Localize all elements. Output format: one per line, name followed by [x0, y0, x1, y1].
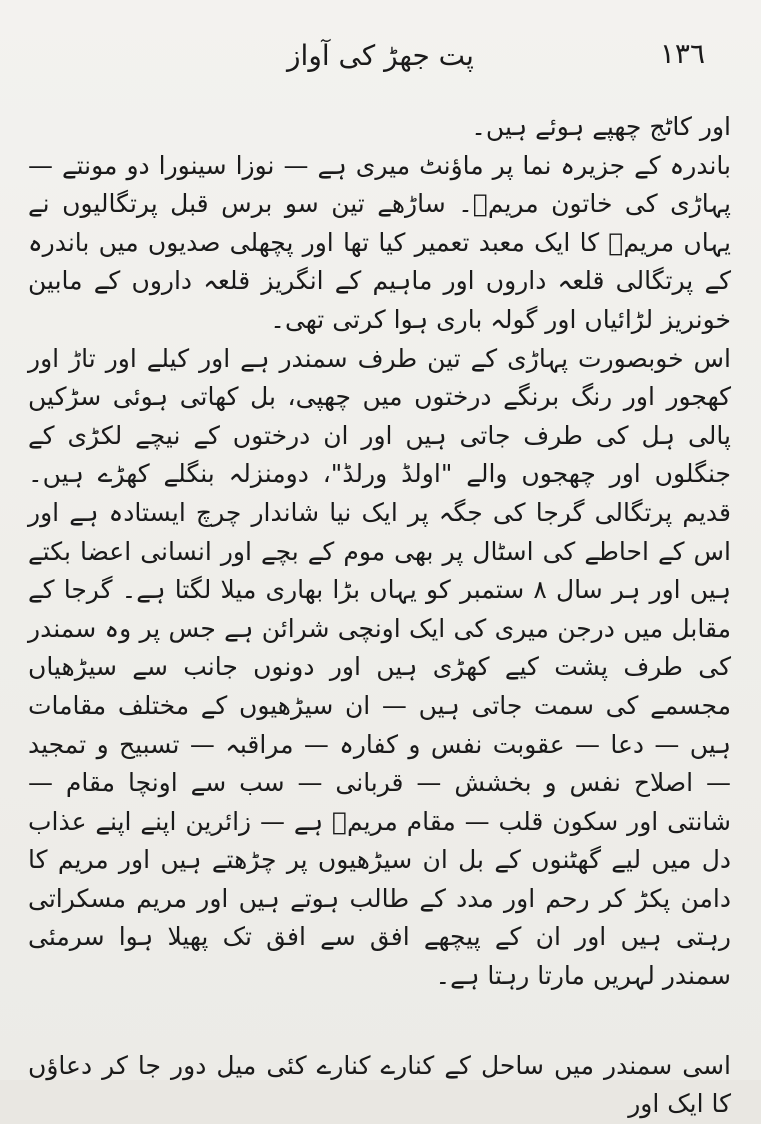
paragraph-hill-description: اس خوبصورت پہاڑی کے تین طرف سمندر ہے اور کیلے اور تاڑ اور کھجور اور رنگ برنگے درختوں میں چھپی، بل کھاتی ہوئی سڑکیں پالی ہل کی طرف جاتی ہیں اور ان درختوں کے نیچے لکڑی کے جنگلوں اور چھجوں والے "اولڈ ورلڈ"، دومنزلہ بنگلے کھڑے ہیں۔ قدیم پرتگالی گرجا کی جگہ پر ایک نیا شاندار چرچ ایستادہ ہے اور اس کے احاطے کی اسٹال پر بھی موم کے بچے اور انسانی اعضا بکتے ہیں اور ہر سال ۸ ستمبر کو یہاں بڑا بھاری میلا لگتا ہے۔ گرجا کے مقابل میں درجن میری کی ایک اونچی شرائن ہے جس پر وہ سمندر کی طرف پشت کیے کھڑی ہیں اور دونوں جانب سے سیڑھیاں مجسمے کی سمت جاتی ہیں — ان سیڑھیوں کے مختلف مقامات ہیں — دعا — عقوبت نفس و کفارہ — مراقبہ — تسبیح و تمجید — اصلاح نفس و بخشش — قربانی — سب سے اونچا مقام — شانتی اور سکون قلب — مقام مریمؑ ہے — زائرین اپنے اپنے عذاب دل میں لیے گھٹنوں کے بل ان سیڑھیوں پر چڑھتے ہیں اور مریم کا دامن پکڑ کر رحم اور مدد کے طالب ہوتے ہیں اور مریم مسکراتی رہتی ہیں اور ان کے پیچھے افق سے افق تک پھیلا ہوا سرمئی سمندر لہریں مارتا رہتا ہے۔ [28, 343, 731, 991]
page-number: ١٣٦ [659, 37, 705, 70]
paragraph-mount-mary: باندرہ کے جزیرہ نما پر ماؤنٹ میری ہے — نوزا سینورا دو مونتے — پہاڑی کی خاتون مریمؑ۔ ساڑھے تین سو برس قبل پرتگالیوں نے یہاں مریمؑ کا ایک معبد تعمیر کیا تھا اور پچھلی صدیوں میں باندرہ کے پرتگالی قلعہ داروں اور ماہیم کے انگریز قلعہ داروں کے مابین خونریز لڑائیاں اور گولہ باری ہوا کرتی تھی۔ [28, 150, 731, 334]
body-text [28, 108, 731, 1124]
running-title: پت جھڑ کی آواز [287, 39, 474, 72]
paragraph-continuation: اور کاٹج چھپے ہوئے ہیں۔ [471, 112, 731, 141]
page-header [0, 30, 761, 80]
paragraph-sea: اسی سمندر میں ساحل کے کنارے کنارے کئی میل دور جا کر دعاؤں کا ایک اور [28, 1050, 731, 1119]
